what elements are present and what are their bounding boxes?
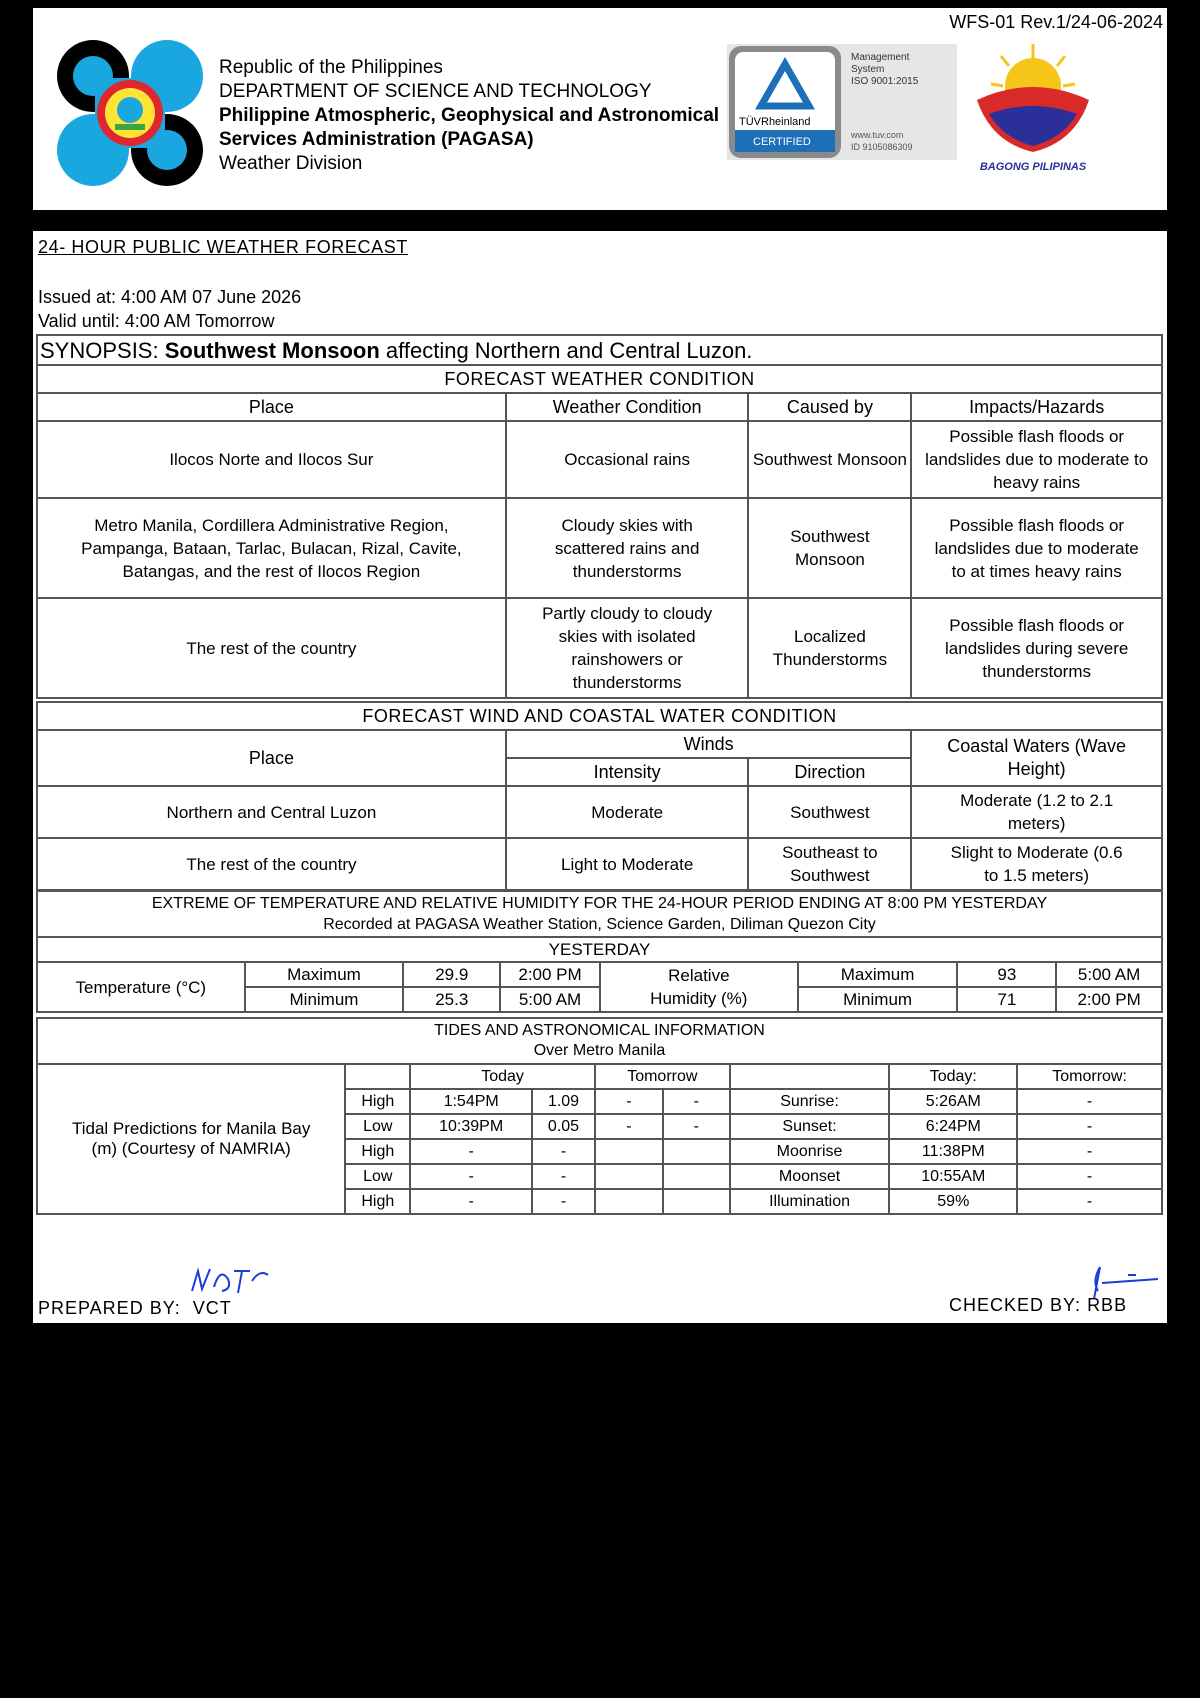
prepared-by: PREPARED BY: VCT (38, 1298, 232, 1318)
place-cell: The rest of the country (37, 598, 506, 698)
intensity-cell: Moderate (506, 786, 749, 838)
moonset-value: 10:55AM (889, 1164, 1017, 1189)
period-label: YESTERDAY (37, 937, 1162, 962)
table-row: High - - Illumination 59% - (37, 1189, 1162, 1214)
svg-text:www.tuv.com: www.tuv.com (851, 130, 904, 140)
svg-text:Management: Management (851, 52, 910, 63)
illumination-value: 59% (889, 1189, 1017, 1214)
table-row (37, 421, 1162, 498)
table-row (37, 838, 1162, 890)
column-header: Winds (506, 730, 911, 758)
column-header: Place (37, 393, 506, 421)
agency-line: Republic of the Philippines (219, 57, 443, 78)
moonrise-value: 11:38PM (889, 1139, 1017, 1164)
cause-cell: Localized Thunderstorms (748, 598, 911, 698)
impact-cell: Possible flash floods or landslides due to moderate to at times heavy rains (911, 498, 1162, 598)
column-header: Coastal Waters (Wave Height) (911, 730, 1162, 786)
agency-name-cont: Services Administration (PAGASA) (219, 129, 534, 150)
tuv-brand: TÜVRheinland (739, 116, 811, 128)
column-header: Weather Condition (506, 393, 749, 421)
svg-text:ID 9105086309: ID 9105086309 (851, 142, 913, 152)
rh-min-value: 71 (957, 987, 1056, 1012)
svg-text:ISO 9001:2015: ISO 9001:2015 (851, 76, 919, 87)
extremes-table: EXTREME OF TEMPERATURE AND RELATIVE HUMIDITY FOR THE 24-HOUR PERIOD ENDING AT 8:00 PM YESTERDAY Recorded at PAGASA Weather Station, Science Garden, Diliman Quezon City YESTERDAY Temperature (°C) Maximum 29.9 2:00 PM Relative Humidity (%) Maximum 93 5:00 AM Minimum 25.3 5:00 AM Minimum 71 2:00 PM (36, 890, 1163, 1013)
page-title: 24- HOUR PUBLIC WEATHER FORECAST (38, 237, 408, 257)
condition-cell: Occasional rains (506, 421, 749, 498)
column-header: Intensity (506, 758, 749, 786)
place-cell: The rest of the country (37, 838, 506, 890)
table-row (37, 498, 1162, 598)
issued-at: Issued at: 4:00 AM 07 June 2026 (38, 287, 302, 307)
sunrise-value: 5:26AM (889, 1089, 1017, 1114)
table-row: Low 10:39PM 0.05 - - Sunset: 6:24PM - (37, 1114, 1162, 1139)
section-subheading: Over Metro Manila (533, 1042, 666, 1059)
temp-min-value: 25.3 (403, 987, 500, 1012)
cause-cell: Southwest Monsoon (748, 498, 911, 598)
column-header: Caused by (748, 393, 911, 421)
temp-max-value: 29.9 (403, 962, 500, 987)
section-heading: EXTREME OF TEMPERATURE AND RELATIVE HUMIDITY FOR THE 24-HOUR PERIOD ENDING AT 8:00 PM YESTERDAY Recorded at PAGASA Weather Station, Science Garden, Diliman Quezon City (37, 891, 1162, 937)
checker-initials: RBB (1087, 1295, 1128, 1315)
agency-division: Weather Division (219, 153, 363, 174)
synopsis-cause: Southwest Monsoon (164, 337, 380, 363)
place-cell: Metro Manila, Cordillera Administrative Region, Pampanga, Bataan, Tarlac, Bulacan, Rizal, Cavite, Batangas, and the rest of Ilocos Region (37, 498, 506, 598)
cause-cell: Southwest Monsoon (748, 421, 911, 498)
bagong-pilipinas-text: BAGONG PILIPINAS (979, 161, 1087, 173)
place-cell: Ilocos Norte and Ilocos Sur (37, 421, 506, 498)
table-row (37, 598, 1162, 698)
synopsis: SYNOPSIS: Southwest Monsoon affecting Northern and Central Luzon. (37, 335, 1162, 365)
weather-condition-table (36, 334, 1163, 699)
condition-cell: Partly cloudy to cloudy skies with isolated rainshowers or thunderstorms (506, 598, 749, 698)
table-row: High - - Moonrise 11:38PM - (37, 1139, 1162, 1164)
bagong-pilipinas-logo (963, 34, 1103, 174)
tides-table: TIDES AND ASTRONOMICAL INFORMATION Over Metro Manila Tidal Predictions for Manila Bay (m) (Courtesy of NAMRIA) Today Tomorrow Today: Tomorrow: High 1:54PM 1.09 - - Sunrise: 5:26AM - Low 10:39PM 0.05 - - Sunset: 6:24PM - High - - Moonrise 11:38PM - Low - - Moonset 10:55AM - High - - Illumination 59% - (36, 1017, 1163, 1215)
temperature-label: Temperature (°C) (37, 962, 245, 1012)
column-header: Direction (748, 758, 911, 786)
direction-cell: Southeast to Southwest (748, 838, 911, 890)
agency-department: DEPARTMENT OF SCIENCE AND TECHNOLOGY (219, 81, 652, 102)
section-heading: TIDES AND ASTRONOMICAL INFORMATION Over Metro Manila (37, 1018, 1162, 1064)
agency-name: Philippine Atmospheric, Geophysical and Astronomical (219, 105, 720, 126)
issue-info (38, 285, 301, 333)
impact-cell: Possible flash floods or landslides during severe thunderstorms (911, 598, 1162, 698)
section-subheading: Recorded at PAGASA Weather Station, Science Garden, Diliman Quezon City (323, 916, 876, 933)
preparer-initials: VCT (192, 1298, 232, 1318)
forecast-document (33, 231, 1167, 1323)
tuv-certified: CERTIFIED (753, 136, 811, 148)
table-row: Low - - Moonset 10:55AM - (37, 1164, 1162, 1189)
table-row: High 1:54PM 1.09 - - Sunrise: 5:26AM - (37, 1089, 1162, 1114)
table-row (37, 786, 1162, 838)
sunset-value: 6:24PM (889, 1114, 1017, 1139)
checked-by: CHECKED BY: RBB (949, 1295, 1128, 1315)
condition-cell: Cloudy skies with scattered rains and thunderstorms (506, 498, 749, 598)
prepared-signature (188, 1261, 278, 1297)
tuv-certification-logo (727, 44, 957, 160)
rh-max-value: 93 (957, 962, 1056, 987)
pagasa-logo (55, 38, 205, 188)
impact-cell: Possible flash floods or landslides due to moderate to heavy rains (911, 421, 1162, 498)
section-heading: FORECAST WEATHER CONDITION (37, 365, 1162, 393)
column-header: Place (37, 730, 506, 786)
wind-coastal-table (36, 701, 1163, 891)
section-heading: FORECAST WIND AND COASTAL WATER CONDITION (37, 702, 1162, 730)
agency-block (219, 56, 719, 176)
coastal-cell: Slight to Moderate (0.6 to 1.5 meters) (911, 838, 1162, 890)
direction-cell: Southwest (748, 786, 911, 838)
tidal-label: Tidal Predictions for Manila Bay (m) (Courtesy of NAMRIA) (37, 1064, 345, 1214)
form-code: WFS-01 Rev.1/24-06-2024 (949, 12, 1163, 32)
svg-text:System: System (851, 64, 885, 75)
letterhead (33, 8, 1167, 210)
humidity-label: Relative Humidity (%) (600, 962, 798, 1012)
valid-until: Valid until: 4:00 AM Tomorrow (38, 311, 275, 331)
place-cell: Northern and Central Luzon (37, 786, 506, 838)
column-header: Impacts/Hazards (911, 393, 1162, 421)
coastal-cell: Moderate (1.2 to 2.1 meters) (911, 786, 1162, 838)
intensity-cell: Light to Moderate (506, 838, 749, 890)
